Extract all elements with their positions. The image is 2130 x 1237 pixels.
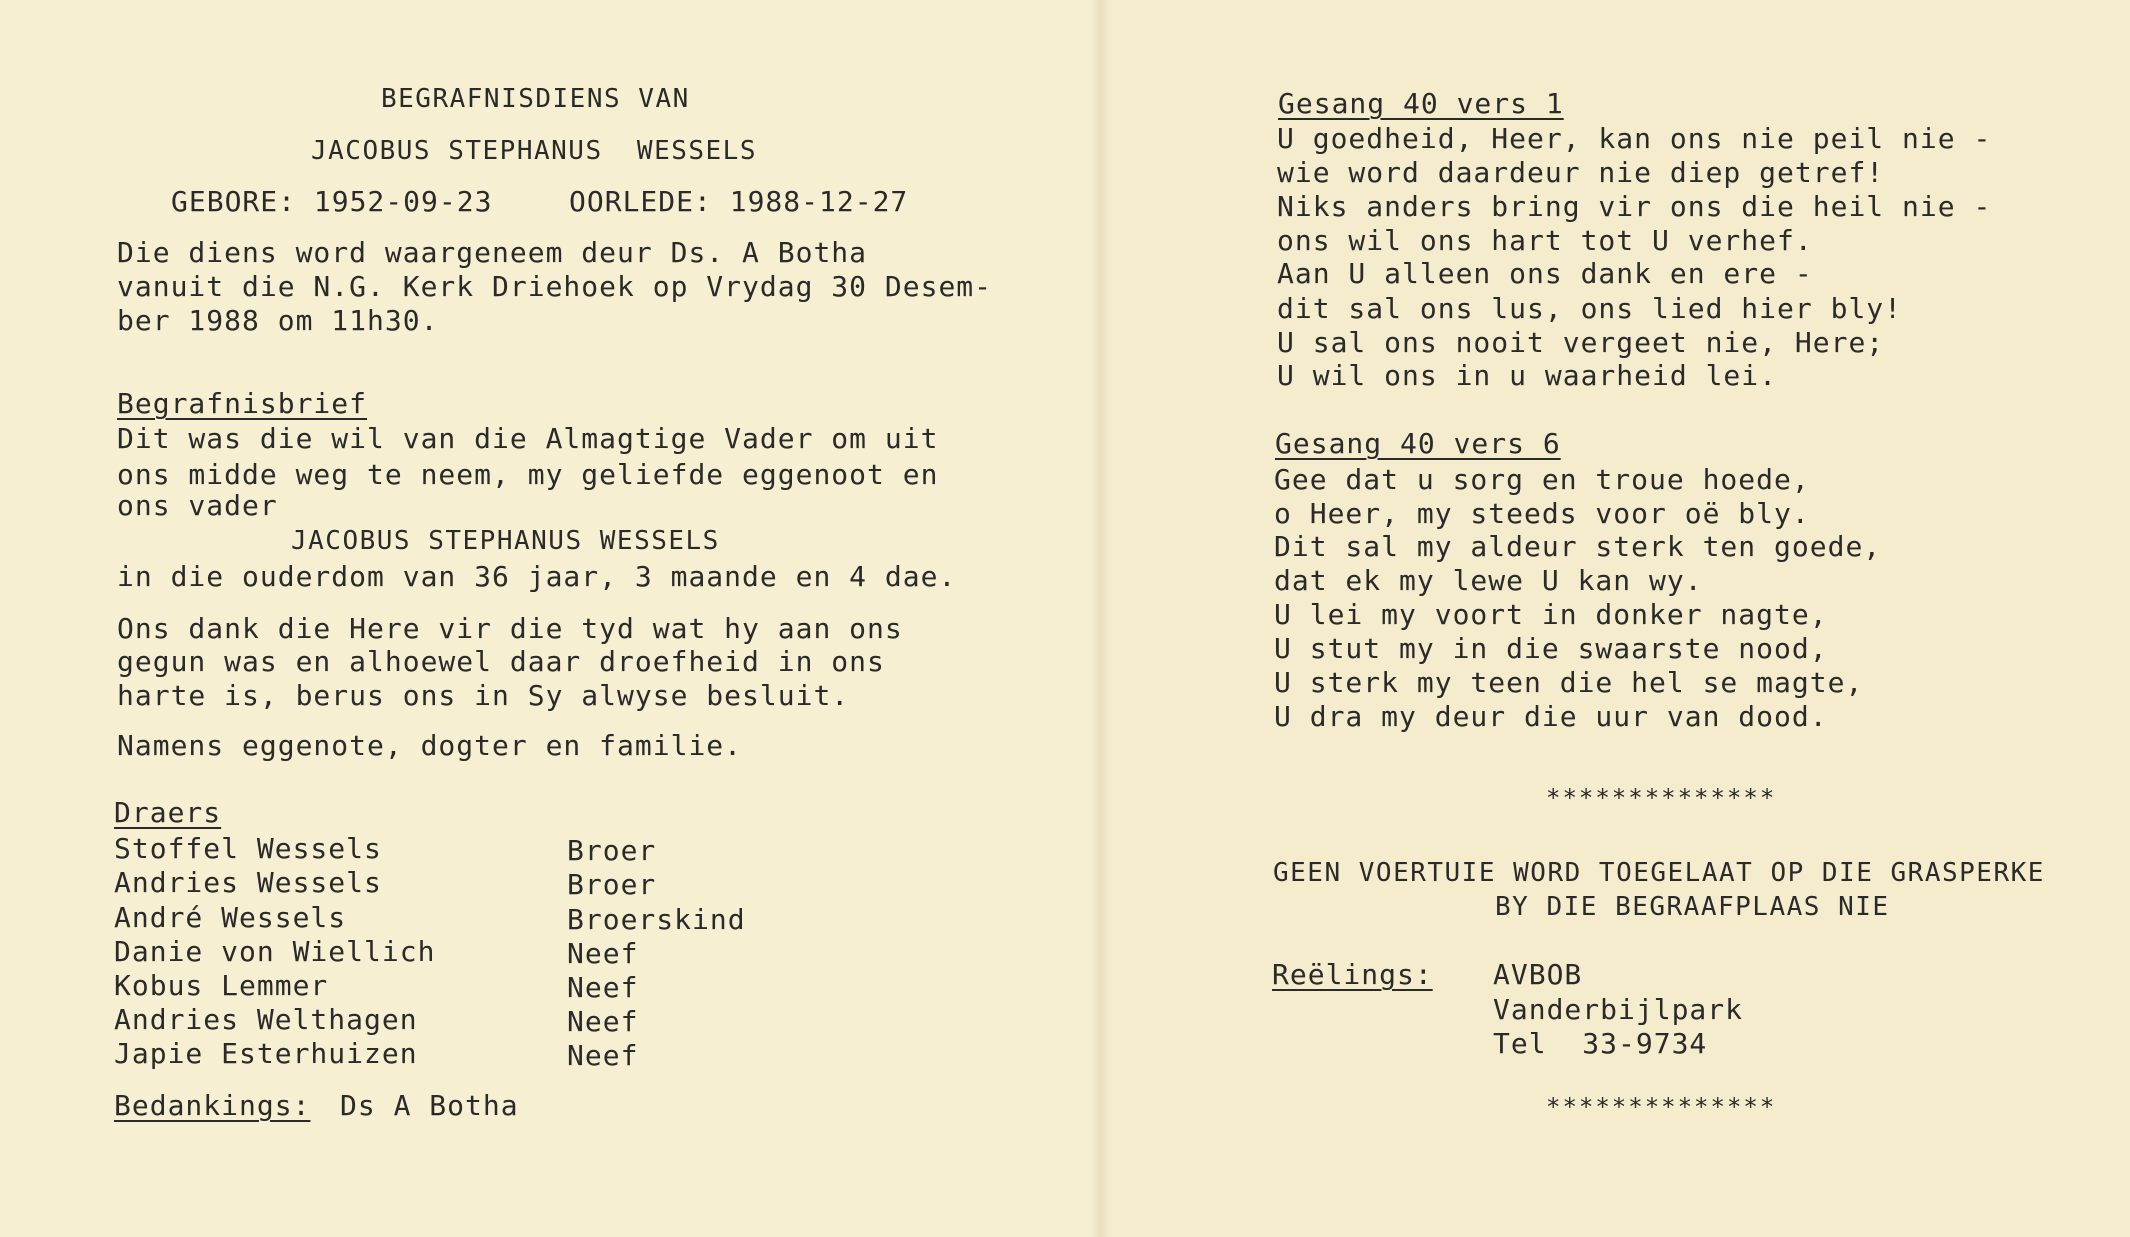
notice-line: GEEN VOERTUIE WORD TOEGELAAT OP DIE GRASPERKE xyxy=(1273,858,2045,888)
verse-line: U sal ons nooit vergeet nie, Here; xyxy=(1277,326,1885,359)
verse-line: Dit sal my aldeur sterk ten goede, xyxy=(1274,530,1882,563)
bearers-heading: Draers xyxy=(114,796,222,829)
died-date: OORLEDE: 1988-12-27 xyxy=(569,185,909,218)
bearer-relation: Broer xyxy=(567,868,657,901)
verse-line: Aan U alleen ons dank en ere - xyxy=(1277,257,1813,290)
separator-stars: ************** xyxy=(1546,784,1777,812)
letter-line: ons midde weg te neem, my geliefde eggenoot en xyxy=(117,458,939,491)
service-line: ber 1988 om 11h30. xyxy=(117,304,439,337)
letter-age: in die ouderdom van 36 jaar, 3 maande en 4 dae. xyxy=(117,560,957,593)
bearer-relation: Broerskind xyxy=(567,903,746,936)
bearer-name: Danie von Wiellich xyxy=(114,935,436,968)
letter-name: JACOBUS STEPHANUS WESSELS xyxy=(291,526,720,556)
verse-line: ons wil ons hart tot U verhef. xyxy=(1277,224,1813,257)
signed-by: Namens eggenote, dogter en familie. xyxy=(117,729,743,762)
verse-line: wie word daardeur nie diep getref! xyxy=(1277,156,1885,189)
hymn2-heading: Gesang 40 vers 6 xyxy=(1275,427,1561,460)
bearer-name: Japie Esterhuizen xyxy=(114,1037,418,1070)
notice-line: BY DIE BEGRAAFPLAAS NIE xyxy=(1495,892,1890,922)
verse-line: Niks anders bring vir ons die heil nie - xyxy=(1277,190,1992,223)
acknowledgements-value: Ds A Botha xyxy=(340,1089,519,1122)
bearer-name: Andries Welthagen xyxy=(114,1003,418,1036)
thanks-line: harte is, berus ons in Sy alwyse besluit. xyxy=(117,679,850,712)
arrangements-line: AVBOB xyxy=(1493,958,1583,991)
bearer-name: Andries Wessels xyxy=(114,866,382,899)
letter-line: Dit was die wil van die Almagtige Vader om uit xyxy=(117,422,939,455)
bearer-relation: Neef xyxy=(567,1005,639,1038)
arrangements-line: Tel 33-9734 xyxy=(1493,1027,1708,1060)
service-line: vanuit die N.G. Kerk Driehoek op Vrydag 30 Desem- xyxy=(117,270,993,303)
arrangements-label: Reëlings: xyxy=(1272,958,1433,991)
bearer-name: André Wessels xyxy=(114,901,347,934)
born-date: GEBORE: 1952-09-23 xyxy=(171,185,493,218)
verse-line: U sterk my teen die hel se magte, xyxy=(1274,666,1864,699)
hymn1-heading: Gesang 40 vers 1 xyxy=(1278,87,1564,120)
acknowledgements-label: Bedankings: xyxy=(114,1089,311,1122)
letter-heading: Begrafnisbrief xyxy=(117,387,368,420)
bearer-name: Stoffel Wessels xyxy=(114,832,382,865)
right-page xyxy=(1100,0,2130,1237)
verse-line: dat ek my lewe U kan wy. xyxy=(1274,564,1703,597)
verse-line: Gee dat u sorg en troue hoede, xyxy=(1274,463,1810,496)
thanks-line: gegun was en alhoewel daar droefheid in ons xyxy=(117,645,885,678)
verse-line: U wil ons in u waarheid lei. xyxy=(1277,359,1778,392)
service-title: BEGRAFNISDIENS VAN xyxy=(381,84,690,114)
verse-line: dit sal ons lus, ons lied hier bly! xyxy=(1277,292,1903,325)
verse-line: U goedheid, Heer, kan ons nie peil nie - xyxy=(1277,122,1992,155)
bearer-relation: Neef xyxy=(567,937,639,970)
verse-line: o Heer, my steeds voor oë bly. xyxy=(1274,497,1810,530)
separator-stars: ************** xyxy=(1546,1093,1777,1121)
arrangements-line: Vanderbijlpark xyxy=(1493,993,1744,1026)
page-fold xyxy=(1090,0,1110,1237)
thanks-line: Ons dank die Here vir die tyd wat hy aan ons xyxy=(117,612,903,645)
bearer-relation: Neef xyxy=(567,1039,639,1072)
deceased-name: JACOBUS STEPHANUS WESSELS xyxy=(311,136,757,166)
bearer-name: Kobus Lemmer xyxy=(114,969,329,1002)
verse-line: U dra my deur die uur van dood. xyxy=(1274,700,1828,733)
bearer-relation: Neef xyxy=(567,971,639,1004)
service-line: Die diens word waargeneem deur Ds. A Botha xyxy=(117,236,868,269)
letter-line: ons vader xyxy=(117,489,278,522)
bearer-relation: Broer xyxy=(567,834,657,867)
verse-line: U stut my in die swaarste nood, xyxy=(1274,632,1828,665)
verse-line: U lei my voort in donker nagte, xyxy=(1274,598,1828,631)
